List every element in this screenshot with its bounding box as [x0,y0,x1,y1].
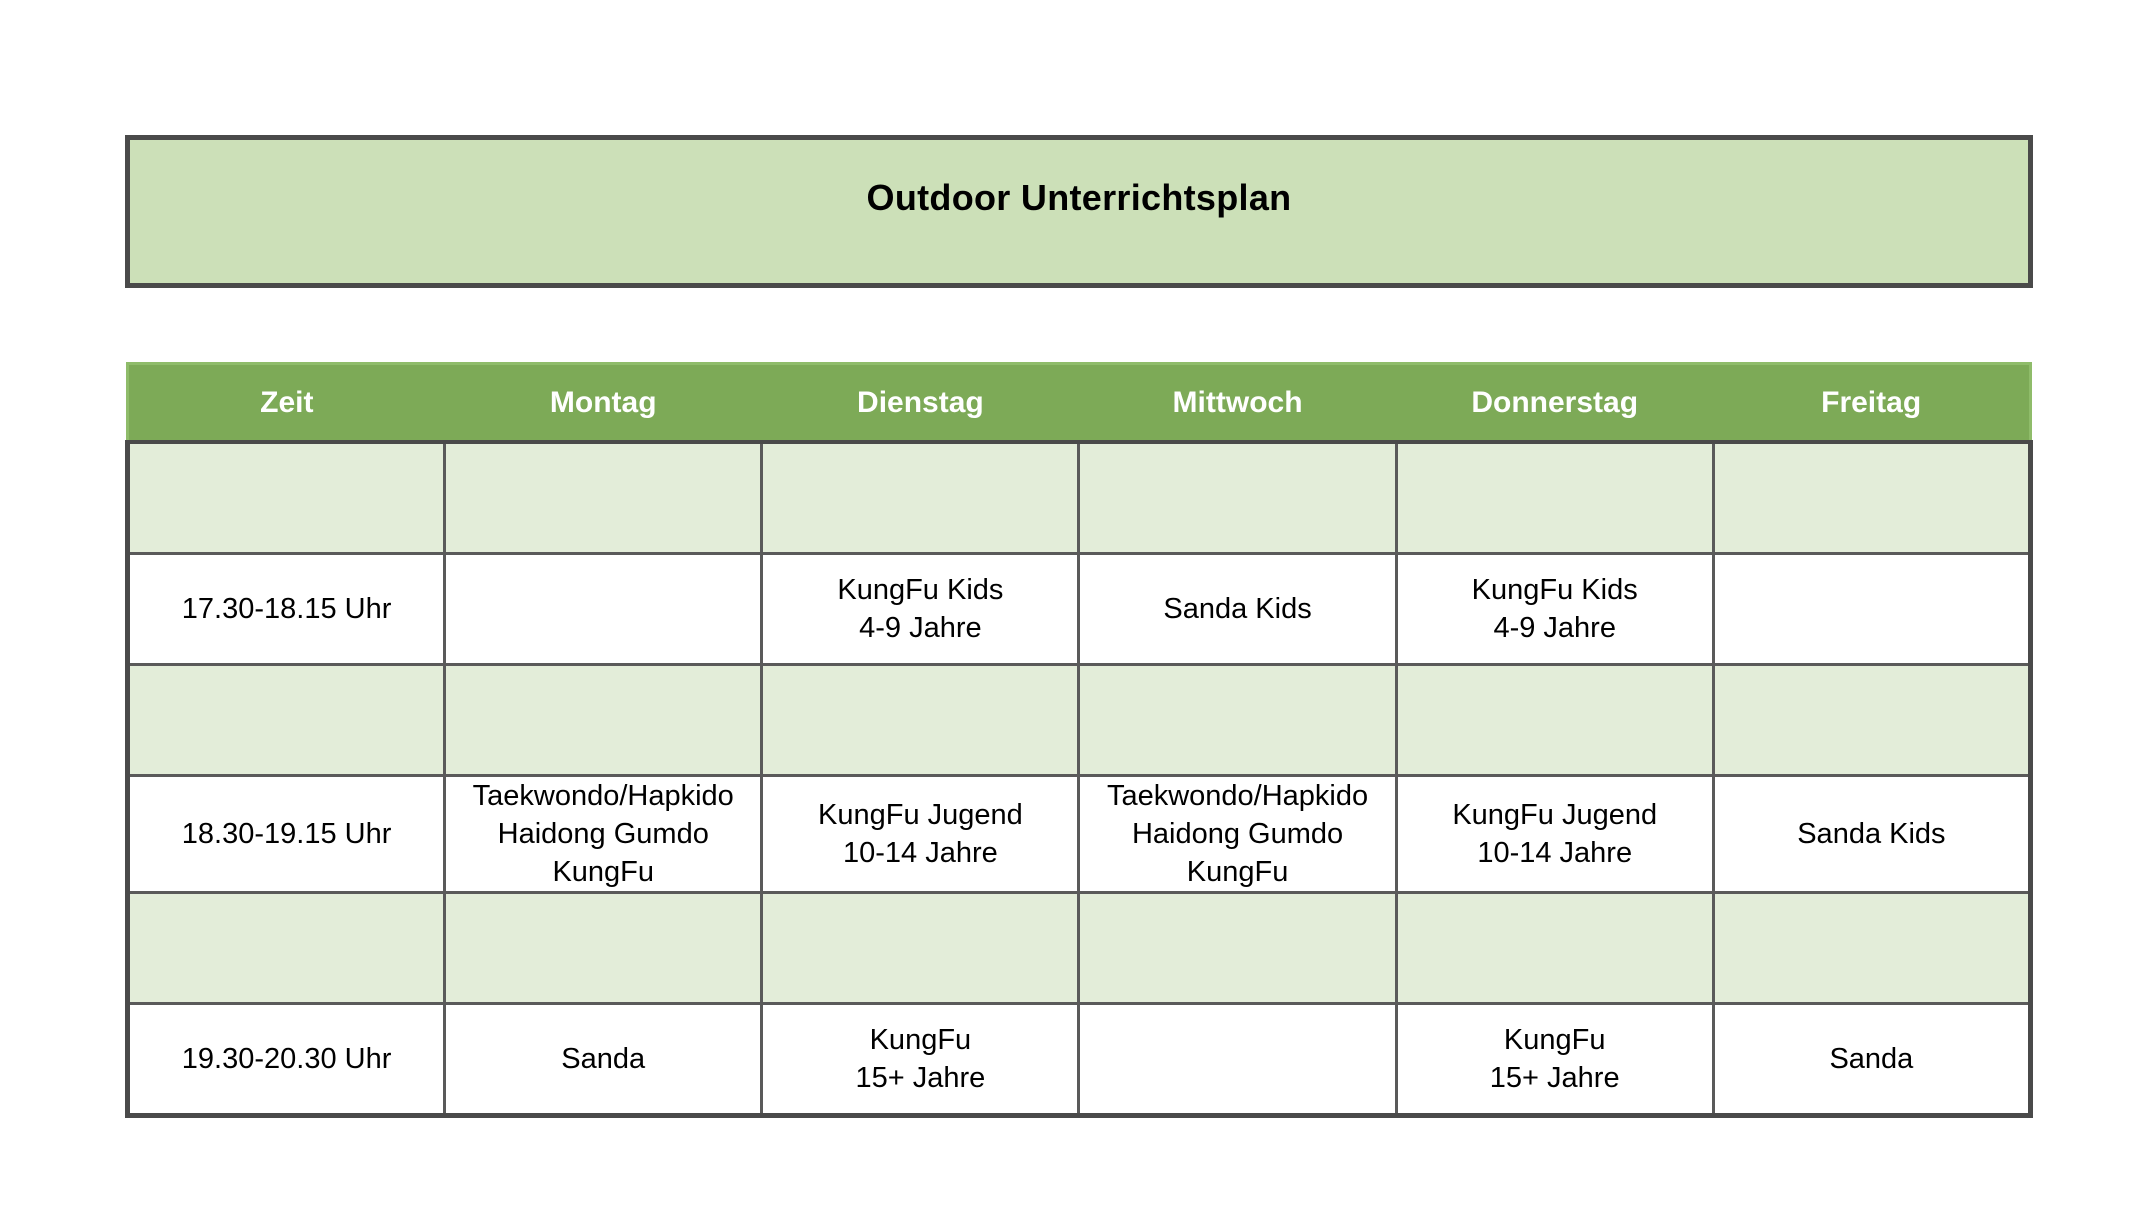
table-cell: Sanda Kids [1079,554,1396,665]
table-cell [1396,665,1713,776]
header-zeit: Zeit [128,364,445,443]
table-cell [762,893,1079,1004]
table-cell [128,893,445,1004]
table-cell [1713,442,2030,554]
spacer-row [128,893,2031,1004]
table-cell [1713,554,2030,665]
time-cell: 18.30-19.15 Uhr [128,776,445,893]
table-cell: KungFu 15+ Jahre [762,1004,1079,1116]
header-freitag: Freitag [1713,364,2030,443]
table-cell: Sanda [1713,1004,2030,1116]
table-cell [762,665,1079,776]
table-cell [445,554,762,665]
header-dienstag: Dienstag [762,364,1079,443]
table-cell: KungFu Jugend 10-14 Jahre [762,776,1079,893]
title-banner [125,135,2033,288]
header-montag: Montag [445,364,762,443]
table-cell [128,442,445,554]
table-cell [445,893,762,1004]
table-cell [1079,665,1396,776]
header-donnerstag: Donnerstag [1396,364,1713,443]
table-cell [1079,1004,1396,1116]
table-row [128,776,2031,893]
table-row [128,554,2031,665]
table-cell [445,442,762,554]
table-cell [1713,893,2030,1004]
table-cell: Taekwondo/Hapkido Haidong Gumdo KungFu [445,776,762,893]
time-cell: 19.30-20.30 Uhr [128,1004,445,1116]
time-cell: 17.30-18.15 Uhr [128,554,445,665]
table-cell [445,665,762,776]
table-cell [1396,442,1713,554]
page-title: Outdoor Unterrichtsplan [866,177,1292,218]
table-cell [1079,893,1396,1004]
table-cell: Taekwondo/Hapkido Haidong Gumdo KungFu [1079,776,1396,893]
table-cell: KungFu Jugend 10-14 Jahre [1396,776,1713,893]
table-cell: Sanda [445,1004,762,1116]
table-cell: KungFu Kids 4-9 Jahre [1396,554,1713,665]
header-mittwoch: Mittwoch [1079,364,1396,443]
table-cell [1713,665,2030,776]
header-row [128,364,2031,443]
table-row [128,1004,2031,1116]
spacer-row [128,665,2031,776]
table-cell [1079,442,1396,554]
table-cell: Sanda Kids [1713,776,2030,893]
table-cell: KungFu Kids 4-9 Jahre [762,554,1079,665]
table-cell [128,665,445,776]
spacer-row [128,442,2031,554]
table-cell: KungFu 15+ Jahre [1396,1004,1713,1116]
table-cell [762,442,1079,554]
table-cell [1396,893,1713,1004]
schedule-table [125,362,2033,1118]
